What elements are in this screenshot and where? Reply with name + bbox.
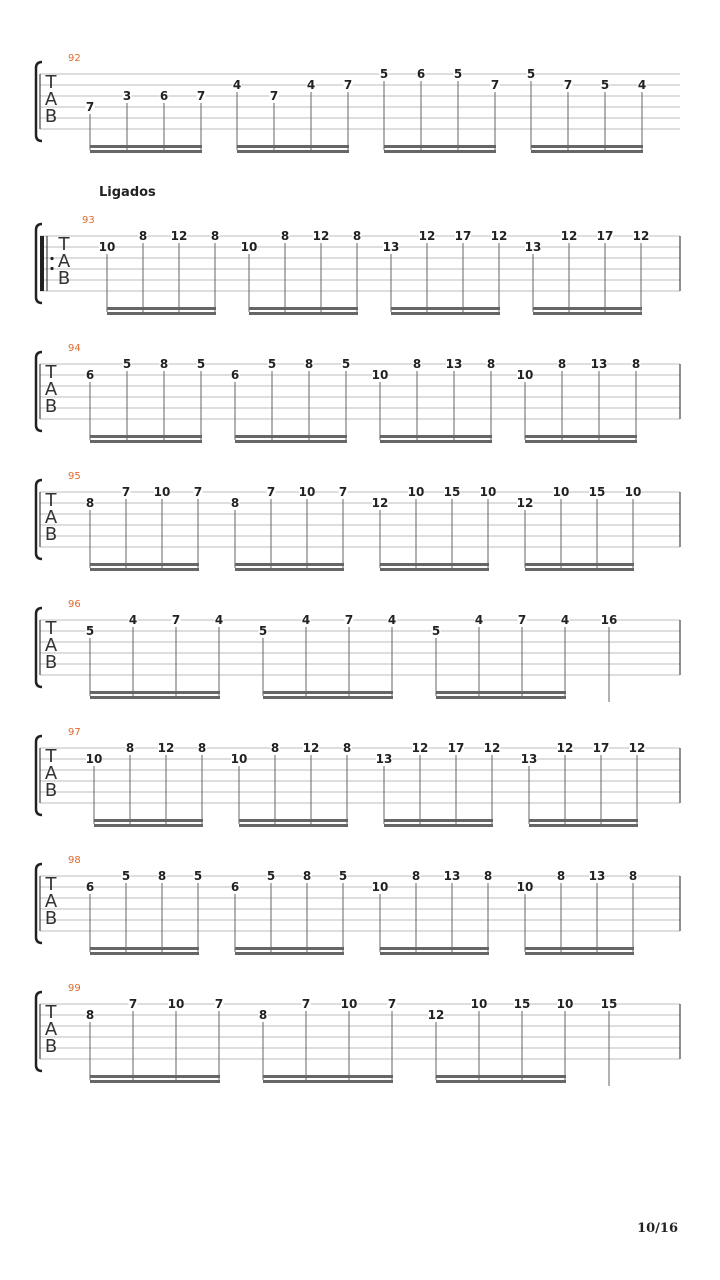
fret-number: 4 bbox=[232, 78, 242, 92]
fret-number: 7 bbox=[196, 89, 206, 103]
beam-secondary bbox=[235, 952, 344, 955]
fret-number: 12 bbox=[490, 229, 508, 243]
beam-group bbox=[86, 869, 203, 955]
beam-group bbox=[521, 741, 646, 827]
tab-system-96 bbox=[36, 599, 680, 702]
beam-secondary bbox=[90, 150, 202, 153]
fret-number: 6 bbox=[230, 368, 240, 382]
beam-secondary bbox=[384, 150, 496, 153]
fret-number: 7 bbox=[85, 100, 95, 114]
fret-number: 8 bbox=[197, 741, 207, 755]
fret-number: 8 bbox=[125, 741, 135, 755]
fret-number: 4 bbox=[128, 613, 138, 627]
fret-number: 13 bbox=[590, 357, 608, 371]
fret-number: 10 bbox=[371, 880, 389, 894]
fret-number: 7 bbox=[563, 78, 573, 92]
section-label: Ligados bbox=[99, 185, 156, 200]
beam-secondary bbox=[391, 312, 500, 315]
fret-number: 5 bbox=[122, 357, 132, 371]
beam-secondary bbox=[107, 312, 216, 315]
beam-secondary bbox=[90, 696, 220, 699]
fret-number: 8 bbox=[483, 869, 493, 883]
tab-clef-letter: B bbox=[44, 652, 58, 673]
measure-number: 96 bbox=[68, 599, 81, 610]
beam-group bbox=[231, 357, 351, 443]
beam-secondary bbox=[235, 568, 344, 571]
fret-number: 15 bbox=[588, 485, 606, 499]
fret-number: 16 bbox=[600, 613, 618, 627]
beam-group bbox=[241, 229, 362, 315]
tab-clef-letter: A bbox=[44, 507, 58, 528]
beam-primary bbox=[239, 819, 348, 822]
fret-number: 8 bbox=[411, 869, 421, 883]
tab-clef-letter: B bbox=[57, 268, 71, 289]
beam-primary bbox=[533, 307, 642, 310]
fret-number: 8 bbox=[138, 229, 148, 243]
beam-secondary bbox=[533, 312, 642, 315]
beam-secondary bbox=[263, 1080, 393, 1083]
beam-primary bbox=[384, 145, 496, 148]
fret-number: 13 bbox=[524, 240, 542, 254]
beam-secondary bbox=[239, 824, 348, 827]
fret-number: 8 bbox=[280, 229, 290, 243]
fret-number: 15 bbox=[443, 485, 461, 499]
tab-clef-letter: A bbox=[57, 251, 71, 272]
beam-secondary bbox=[90, 440, 202, 443]
tab-system-95 bbox=[36, 471, 680, 571]
fret-number: 12 bbox=[418, 229, 436, 243]
tab-clef-letter: T bbox=[45, 618, 57, 639]
fret-number: 12 bbox=[157, 741, 175, 755]
measure-number: 93 bbox=[82, 215, 95, 226]
measure-number: 94 bbox=[68, 343, 81, 354]
beam-secondary bbox=[94, 824, 203, 827]
beam-group bbox=[86, 741, 207, 827]
beam-secondary bbox=[90, 1080, 220, 1083]
fret-number: 12 bbox=[427, 1008, 445, 1022]
beam-primary bbox=[436, 1075, 566, 1078]
beam-secondary bbox=[380, 952, 489, 955]
tab-clef-letter: T bbox=[45, 874, 57, 895]
fret-number: 5 bbox=[338, 869, 348, 883]
fret-number: 8 bbox=[556, 869, 566, 883]
tab-clef-letter: A bbox=[44, 379, 58, 400]
fret-number: 10 bbox=[340, 997, 358, 1011]
beam-primary bbox=[531, 145, 643, 148]
beam-group bbox=[517, 485, 642, 571]
beam-primary bbox=[436, 691, 566, 694]
fret-number: 7 bbox=[338, 485, 348, 499]
fret-number: 7 bbox=[387, 997, 397, 1011]
beam-primary bbox=[237, 145, 349, 148]
fret-number: 8 bbox=[628, 869, 638, 883]
fret-number: 8 bbox=[157, 869, 167, 883]
beam-group bbox=[517, 357, 641, 443]
measure-number: 92 bbox=[68, 53, 81, 64]
beam-secondary bbox=[436, 696, 566, 699]
beam-primary bbox=[380, 947, 489, 950]
fret-number: 5 bbox=[258, 624, 268, 638]
fret-number: 13 bbox=[588, 869, 606, 883]
beam-group bbox=[525, 229, 650, 315]
beam-primary bbox=[249, 307, 358, 310]
beam-secondary bbox=[90, 952, 199, 955]
beam-primary bbox=[380, 563, 489, 566]
tab-clef-letter: A bbox=[44, 1019, 58, 1040]
beam-group bbox=[86, 613, 224, 699]
beam-primary bbox=[90, 145, 202, 148]
fret-number: 12 bbox=[170, 229, 188, 243]
beam-group bbox=[527, 67, 647, 153]
beam-group bbox=[233, 78, 353, 153]
tab-clef-letter: T bbox=[45, 746, 57, 767]
beam-group bbox=[86, 89, 206, 153]
fret-number: 8 bbox=[85, 496, 95, 510]
fret-number: 7 bbox=[266, 485, 276, 499]
fret-number: 4 bbox=[214, 613, 224, 627]
tab-clef-letter: A bbox=[44, 891, 58, 912]
beam-primary bbox=[235, 563, 344, 566]
fret-number: 13 bbox=[520, 752, 538, 766]
beam-primary bbox=[90, 563, 199, 566]
fret-number: 10 bbox=[98, 240, 116, 254]
fret-number: 6 bbox=[85, 368, 95, 382]
fret-number: 10 bbox=[240, 240, 258, 254]
tab-clef-letter: B bbox=[44, 396, 58, 417]
fret-number: 7 bbox=[214, 997, 224, 1011]
fret-number: 12 bbox=[516, 496, 534, 510]
fret-number: 5 bbox=[267, 357, 277, 371]
fret-number: 8 bbox=[631, 357, 641, 371]
beam-primary bbox=[525, 947, 634, 950]
tab-clef-letter: T bbox=[45, 1002, 57, 1023]
fret-number: 8 bbox=[412, 357, 422, 371]
tab-clef-letter: T bbox=[58, 234, 70, 255]
tab-clef-letter: B bbox=[44, 780, 58, 801]
beam-group bbox=[372, 869, 493, 955]
fret-number: 10 bbox=[407, 485, 425, 499]
fret-number: 5 bbox=[121, 869, 131, 883]
beam-group bbox=[432, 613, 570, 699]
fret-number: 15 bbox=[513, 997, 531, 1011]
beam-secondary bbox=[384, 824, 493, 827]
beam-primary bbox=[90, 435, 202, 438]
beam-group bbox=[376, 741, 501, 827]
tab-system-98 bbox=[36, 855, 680, 955]
beam-group bbox=[259, 613, 397, 699]
beam-primary bbox=[529, 819, 638, 822]
fret-number: 12 bbox=[632, 229, 650, 243]
fret-number: 5 bbox=[526, 67, 536, 81]
beam-secondary bbox=[237, 150, 349, 153]
fret-number: 3 bbox=[122, 89, 132, 103]
fret-number: 4 bbox=[637, 78, 647, 92]
fret-number: 5 bbox=[600, 78, 610, 92]
beam-group bbox=[86, 997, 224, 1083]
tab-clef-letter: T bbox=[45, 72, 57, 93]
beam-primary bbox=[384, 819, 493, 822]
beam-group bbox=[86, 485, 203, 571]
tab-clef-letter: T bbox=[45, 490, 57, 511]
fret-number: 10 bbox=[556, 997, 574, 1011]
beam-secondary bbox=[525, 952, 634, 955]
measure-number: 98 bbox=[68, 855, 81, 866]
fret-number: 8 bbox=[342, 741, 352, 755]
fret-number: 12 bbox=[628, 741, 646, 755]
beam-group bbox=[601, 613, 618, 702]
fret-number: 10 bbox=[167, 997, 185, 1011]
fret-number: 4 bbox=[306, 78, 316, 92]
beam-secondary bbox=[235, 440, 347, 443]
beam-primary bbox=[391, 307, 500, 310]
fret-number: 10 bbox=[552, 485, 570, 499]
repeat-thick-bar bbox=[40, 236, 44, 291]
fret-number: 4 bbox=[301, 613, 311, 627]
fret-number: 4 bbox=[560, 613, 570, 627]
fret-number: 13 bbox=[382, 240, 400, 254]
fret-number: 7 bbox=[343, 78, 353, 92]
repeat-dot bbox=[50, 257, 53, 260]
fret-number: 4 bbox=[387, 613, 397, 627]
measure-number: 95 bbox=[68, 471, 81, 482]
beam-secondary bbox=[263, 696, 393, 699]
fret-number: 6 bbox=[416, 67, 426, 81]
fret-number: 12 bbox=[556, 741, 574, 755]
fret-number: 7 bbox=[128, 997, 138, 1011]
fret-number: 5 bbox=[193, 869, 203, 883]
beam-primary bbox=[263, 691, 393, 694]
fret-number: 8 bbox=[258, 1008, 268, 1022]
beam-group bbox=[372, 485, 497, 571]
fret-number: 8 bbox=[302, 869, 312, 883]
fret-number: 10 bbox=[153, 485, 171, 499]
fret-number: 10 bbox=[85, 752, 103, 766]
fret-number: 6 bbox=[85, 880, 95, 894]
beam-group bbox=[372, 357, 496, 443]
beam-primary bbox=[380, 435, 492, 438]
beam-secondary bbox=[531, 150, 643, 153]
fret-number: 12 bbox=[302, 741, 320, 755]
fret-number: 7 bbox=[193, 485, 203, 499]
beam-secondary bbox=[436, 1080, 566, 1083]
beam-secondary bbox=[525, 568, 634, 571]
tab-system-94 bbox=[36, 343, 680, 443]
beam-group bbox=[231, 741, 352, 827]
tab-clef-letter: B bbox=[44, 106, 58, 127]
fret-number: 8 bbox=[486, 357, 496, 371]
fret-number: 8 bbox=[159, 357, 169, 371]
measure-number: 99 bbox=[68, 983, 81, 994]
beam-secondary bbox=[380, 568, 489, 571]
fret-number: 17 bbox=[447, 741, 465, 755]
repeat-dot bbox=[50, 267, 53, 270]
fret-number: 8 bbox=[352, 229, 362, 243]
fret-number: 5 bbox=[85, 624, 95, 638]
beam-primary bbox=[90, 1075, 220, 1078]
fret-number: 7 bbox=[269, 89, 279, 103]
beam-secondary bbox=[90, 568, 199, 571]
fret-number: 7 bbox=[490, 78, 500, 92]
fret-number: 5 bbox=[266, 869, 276, 883]
fret-number: 8 bbox=[304, 357, 314, 371]
tab-clef-letter: B bbox=[44, 908, 58, 929]
fret-number: 13 bbox=[445, 357, 463, 371]
fret-number: 5 bbox=[196, 357, 206, 371]
beam-primary bbox=[525, 563, 634, 566]
fret-number: 15 bbox=[600, 997, 618, 1011]
fret-number: 10 bbox=[230, 752, 248, 766]
fret-number: 5 bbox=[341, 357, 351, 371]
beam-primary bbox=[94, 819, 203, 822]
tab-system-92 bbox=[36, 53, 680, 153]
measure-number: 97 bbox=[68, 727, 81, 738]
fret-number: 5 bbox=[431, 624, 441, 638]
tab-system-97 bbox=[36, 727, 680, 827]
beam-primary bbox=[90, 691, 220, 694]
beam-group bbox=[259, 997, 397, 1083]
fret-number: 7 bbox=[344, 613, 354, 627]
tab-clef-letter: A bbox=[44, 89, 58, 110]
beam-group bbox=[231, 485, 348, 571]
beam-primary bbox=[525, 435, 637, 438]
fret-number: 8 bbox=[85, 1008, 95, 1022]
beam-group bbox=[601, 997, 618, 1086]
fret-number: 8 bbox=[210, 229, 220, 243]
fret-number: 10 bbox=[516, 880, 534, 894]
fret-number: 5 bbox=[379, 67, 389, 81]
fret-number: 7 bbox=[517, 613, 527, 627]
beam-secondary bbox=[249, 312, 358, 315]
beam-group bbox=[99, 229, 220, 315]
beam-secondary bbox=[529, 824, 638, 827]
fret-number: 7 bbox=[171, 613, 181, 627]
tab-clef-letter: T bbox=[45, 362, 57, 383]
fret-number: 8 bbox=[270, 741, 280, 755]
beam-group bbox=[231, 869, 348, 955]
tab-system-99 bbox=[36, 983, 680, 1086]
beam-group bbox=[428, 997, 574, 1083]
fret-number: 17 bbox=[592, 741, 610, 755]
beam-primary bbox=[90, 947, 199, 950]
beam-primary bbox=[235, 435, 347, 438]
fret-number: 6 bbox=[159, 89, 169, 103]
fret-number: 12 bbox=[411, 741, 429, 755]
tab-clef-letter: B bbox=[44, 1036, 58, 1057]
fret-number: 12 bbox=[312, 229, 330, 243]
fret-number: 10 bbox=[479, 485, 497, 499]
beam-group bbox=[86, 357, 206, 443]
tab-clef-letter: A bbox=[44, 763, 58, 784]
tab-clef-letter: A bbox=[44, 635, 58, 656]
beam-group bbox=[380, 67, 500, 153]
beam-primary bbox=[107, 307, 216, 310]
fret-number: 5 bbox=[453, 67, 463, 81]
fret-number: 10 bbox=[371, 368, 389, 382]
fret-number: 7 bbox=[121, 485, 131, 499]
fret-number: 17 bbox=[596, 229, 614, 243]
fret-number: 17 bbox=[454, 229, 472, 243]
fret-number: 7 bbox=[301, 997, 311, 1011]
beam-group bbox=[383, 229, 508, 315]
fret-number: 13 bbox=[375, 752, 393, 766]
fret-number: 4 bbox=[474, 613, 484, 627]
beam-group bbox=[517, 869, 638, 955]
beam-primary bbox=[263, 1075, 393, 1078]
tab-clef-letter: B bbox=[44, 524, 58, 545]
fret-number: 12 bbox=[371, 496, 389, 510]
page-number: 10/16 bbox=[637, 1221, 678, 1236]
fret-number: 12 bbox=[560, 229, 578, 243]
fret-number: 13 bbox=[443, 869, 461, 883]
fret-number: 10 bbox=[624, 485, 642, 499]
fret-number: 10 bbox=[470, 997, 488, 1011]
fret-number: 12 bbox=[483, 741, 501, 755]
fret-number: 8 bbox=[230, 496, 240, 510]
fret-number: 8 bbox=[557, 357, 567, 371]
fret-number: 6 bbox=[230, 880, 240, 894]
fret-number: 10 bbox=[298, 485, 316, 499]
beam-secondary bbox=[525, 440, 637, 443]
tab-system-93 bbox=[36, 215, 680, 315]
beam-secondary bbox=[380, 440, 492, 443]
beam-primary bbox=[235, 947, 344, 950]
fret-number: 10 bbox=[516, 368, 534, 382]
